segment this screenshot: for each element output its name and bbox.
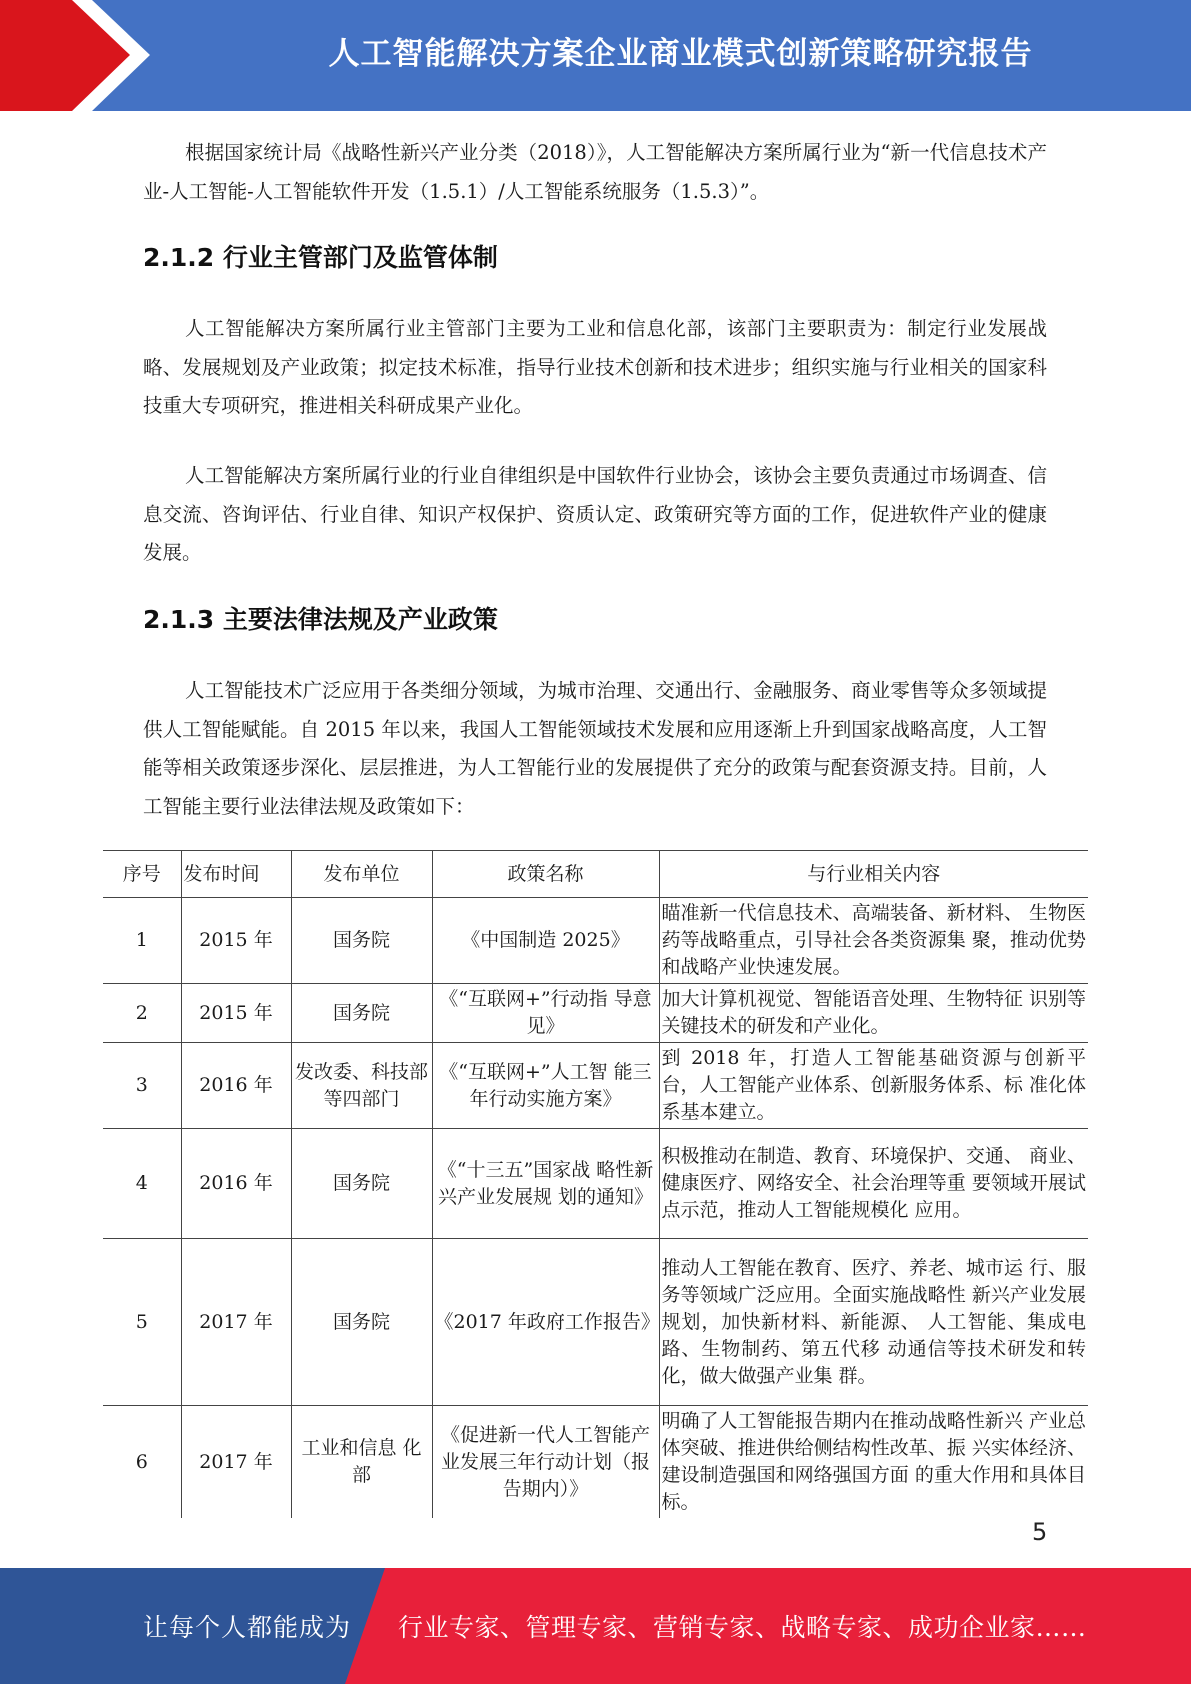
paragraph-policy-intro: 人工智能技术广泛应用于各类细分领域，为城市治理、交通出行、金融服务、商业零售等众多领域提供人工智能赋能。自 2015 年以来，我国人工智能领域技术发展和应用逐渐上升到国家战略高度，人工智能等相关政策逐步深化、层层推进，为人工智能行业的发展提供了充分的政策与配套资源支持。目前，人工智能主要行业法律法规及政策如下： (143, 679, 1047, 818)
cell-time: 2017 年 (181, 1406, 291, 1519)
cell-time: 2015 年 (181, 984, 291, 1043)
cell-org: 国务院 (291, 1239, 432, 1406)
cell-content: 到 2018 年，打造人工智能基础资源与创新平 台，人工智能产业体系、创新服务体系、标 准化体系基本建立。 (659, 1043, 1088, 1129)
paragraph-regulator: 人工智能解决方案所属行业主管部门主要为工业和信息化部，该部门主要职责为：制定行业发展战略、发展规划及产业政策；拟定技术标准，指导行业技术创新和技术进步；组织实施与行业相关的国家科技重大专项研究，推进相关科研成果产业化。 (143, 317, 1047, 417)
table-row (103, 898, 1088, 984)
cell-content: 瞄准新一代信息技术、高端装备、新材料、 生物医药等战略重点，引导社会各类资源集 聚，推动优势和战略产业快速发展。 (659, 898, 1088, 984)
cell-time: 2015 年 (181, 898, 291, 984)
cell-time: 2017 年 (181, 1239, 291, 1406)
header-content: 与行业相关内容 (659, 851, 1088, 898)
header-time: 发布时间 (181, 851, 291, 898)
cell-no: 3 (103, 1043, 181, 1129)
page-number: 5 (1032, 1518, 1048, 1546)
policy-table (103, 850, 1088, 1518)
cell-no: 6 (103, 1406, 181, 1519)
footer-band (0, 1568, 1191, 1684)
footer-slogan-left: 让每个人都能成为 (143, 1613, 352, 1642)
section-heading-2-1-3: 2.1.3 主要法律法规及产业政策 (143, 605, 498, 634)
paragraph-association: 人工智能解决方案所属行业的行业自律组织是中国软件行业协会，该协会主要负责通过市场调查、信息交流、咨询评估、行业自律、知识产权保护、资质认定、政策研究等方面的工作，促进软件产业的健康发展。 (143, 464, 1047, 564)
intro-paragraph: 根据国家统计局《战略性新兴产业分类（2018）》，人工智能解决方案所属行业为“新一代信息技术产业-人工智能-人工智能软件开发（1.5.1）/人工智能系统服务（1.5.3）”。 (143, 141, 1047, 203)
cell-org: 国务院 (291, 1129, 432, 1239)
cell-content: 加大计算机视觉、智能语音处理、生物特征 识别等关键技术的研发和产业化。 (659, 984, 1088, 1043)
header-policy-name: 政策名称 (432, 851, 659, 898)
cell-time: 2016 年 (181, 1043, 291, 1129)
table-row (103, 984, 1088, 1043)
table-row (103, 1129, 1088, 1239)
cell-org: 国务院 (291, 898, 432, 984)
table-row (103, 1239, 1088, 1406)
cell-policy-name: 《“十三五”国家战 略性新兴产业发展规 划的通知》 (432, 1129, 659, 1239)
section-heading-2-1-2: 2.1.2 行业主管部门及监管体制 (143, 243, 498, 272)
cell-no: 4 (103, 1129, 181, 1239)
cell-org: 工业和信息 化部 (291, 1406, 432, 1519)
report-title: 人工智能解决方案企业商业模式创新策略研究报告 (328, 35, 1033, 72)
header-no: 序号 (103, 851, 181, 898)
cell-time: 2016 年 (181, 1129, 291, 1239)
cell-content: 明确了人工智能报告期内在推动战略性新兴 产业总体突破、推进供给侧结构性改革、振 兴实体经济、建设制造强国和网络强国方面 的重大作用和具体目标。 (661, 1410, 1086, 1513)
cell-org: 发改委、科技部等四部门 (291, 1043, 432, 1129)
cell-org: 国务院 (291, 984, 432, 1043)
cell-no: 5 (103, 1239, 181, 1406)
cell-content: 积极推动在制造、教育、环境保护、交通、 商业、健康医疗、网络安全、社会治理等重 要领域开展试点示范，推动人工智能规模化 应用。 (659, 1129, 1088, 1239)
cell-policy-name: 《2017 年政府工作报告》 (432, 1239, 659, 1406)
header-band (0, 0, 1191, 111)
cell-policy-name: 《促进新一代人工智能产业发展三年行动计划（报告期内）》 (432, 1406, 659, 1519)
cell-policy-name: 《“互联网+”行动指 导意见》 (432, 984, 659, 1043)
table-header-row (103, 851, 1088, 898)
cell-no: 1 (103, 898, 181, 984)
footer-slogan-right: 行业专家、管理专家、营销专家、战略专家、成功企业家…… (398, 1613, 1087, 1642)
table-row (103, 1406, 1088, 1519)
cell-policy-name: 《中国制造 2025》 (432, 898, 659, 984)
table-row (103, 1043, 1088, 1129)
cell-content: 推动人工智能在教育、医疗、养老、城市运 行、服务等领域广泛应用。全面实施战略性 新兴产业发展规划，加快新材料、新能源、 人工智能、集成电路、生物制药、第五代移 动通信等技术研发和转化，做大做强产业集 群。 (659, 1239, 1088, 1406)
header-org: 发布单位 (291, 851, 432, 898)
cell-policy-name: 《“互联网+”人工智 能三年行动实施方案》 (432, 1043, 659, 1129)
cell-no: 2 (103, 984, 181, 1043)
